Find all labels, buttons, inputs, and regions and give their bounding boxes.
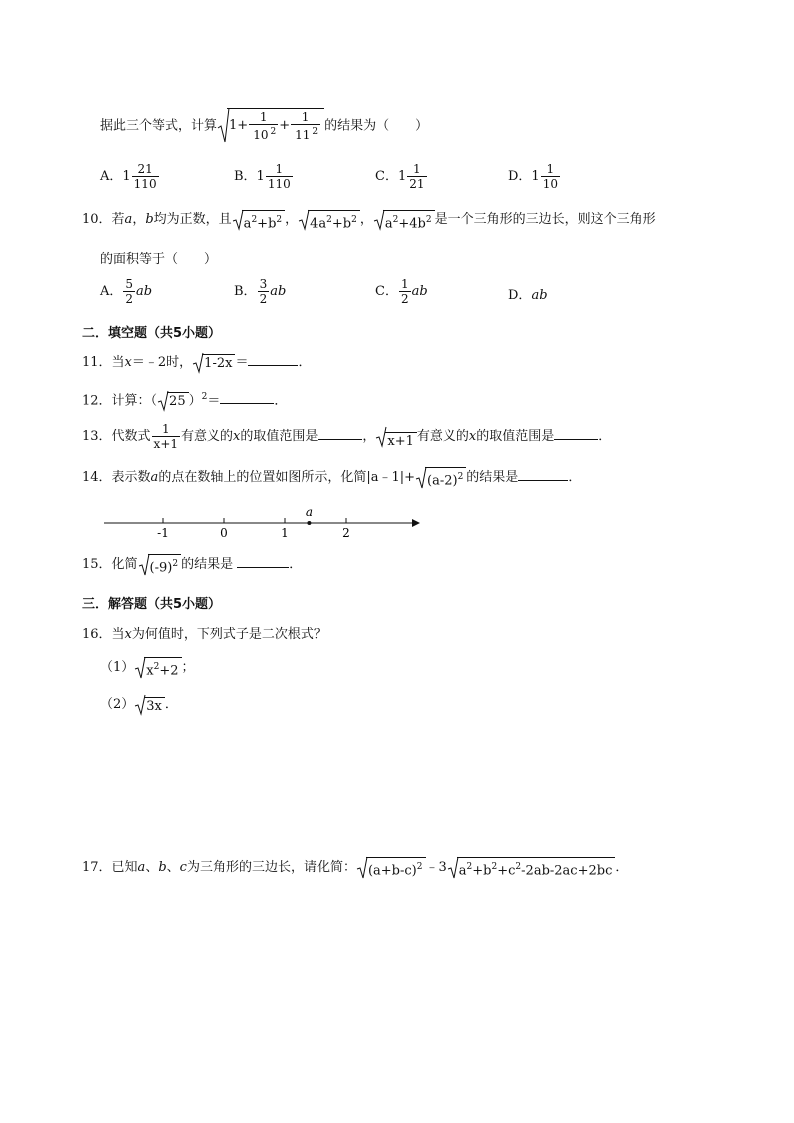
q17-radical-1: $(a+b-c)^2$ (356, 857, 426, 879)
q10-line1: 10．若a，b均为正数，且 $a^2+b^2$ ， $4a^2+b^2$ ， $a^2+4b^2$ 是一个三角形的三边长，则这个三角形 (82, 209, 656, 231)
q17-line: 17．已知a、b、c为三角形的三边长，请化简： $(a+b-c)^2$ ﹣3 $a^2+b^2+c^2-2ab-2ac+2bc$ ． (82, 856, 628, 880)
q13-radical: x+1 (375, 427, 417, 447)
q11-radical: 1-2x (192, 353, 235, 373)
q16-radical-2: 3x (134, 695, 165, 715)
section-3-heading: 三．解答题（共5小题） (82, 597, 222, 612)
q12-answer-blank[interactable] (220, 403, 274, 404)
q15-answer-blank[interactable] (237, 567, 289, 568)
q16-part-2: （2） 3x ． (100, 693, 178, 717)
number-line-arrow (412, 519, 420, 527)
q14-radical: $(a-2)^2$ (415, 467, 466, 489)
q9-line: 据此三个等式，计算 1+ $\frac{1}{10 ^2}$ + $\frac{1}{11 ^2}$ 的结果为（ ） (100, 108, 428, 144)
q10-option-b[interactable]: B． $\frac{3}{2}$ ab (234, 277, 287, 306)
q10-radical-2: $4a^2+b^2$ (298, 210, 360, 230)
q13-answer-blank-1[interactable] (318, 439, 362, 440)
q12-radical: 25 (157, 391, 189, 411)
q16-line: 16．当x为何值时，下列式子是二次根式？ (82, 627, 327, 642)
q14-answer-blank[interactable] (518, 480, 568, 481)
q10-option-c[interactable]: C． $\frac{1}{2}$ ab (375, 277, 428, 306)
q9-option-a[interactable]: A．1 $\frac{21}{110}$ (100, 162, 157, 191)
tick-label: 0 (220, 526, 228, 540)
q12-line: 12．计算：（ 25 ）$^2$＝ ． (82, 392, 288, 409)
tick-label: 2 (342, 526, 350, 540)
q11-line: 11．当x＝﹣2时， 1-2x ＝ ． (82, 352, 311, 374)
q10-option-a[interactable]: A． $\frac{5}{2}$ ab (100, 277, 153, 306)
q10-radical-3: $a^2+4b^2$ (373, 210, 435, 230)
q16-part-1: （1） $x^2+2$ ； (100, 656, 195, 680)
q15-radical: $(-9)^2$ (138, 554, 182, 576)
q9-radical: 1+ $\frac{1}{10 ^2}$ + $\frac{1}{11 ^2}$ (217, 108, 324, 144)
q9-stem: 据此三个等式，计算 (100, 118, 218, 134)
q10-line2: 的面积等于（ ） (100, 252, 218, 267)
q15-line: 15．化简 $(-9)^2$ 的结果是 ． (82, 553, 302, 577)
radical-sign (217, 108, 229, 144)
q14-line: 14．表示数a的点在数轴上的位置如图所示，化简|a﹣1|+ $(a-2)^2$ 的结果是 ． (82, 466, 581, 490)
q11-answer-blank[interactable] (248, 365, 298, 366)
q9-frac1: $\frac{1}{10 ^2}$ (249, 110, 278, 142)
q9-option-c[interactable]: C．1 $\frac{1}{21}$ (375, 162, 425, 191)
q9-option-b[interactable]: B．1 $\frac{1}{110}$ (234, 162, 291, 191)
section-2-heading: 二．填空题（共5小题） (82, 326, 222, 341)
q10-radical-1: $a^2+b^2$ (232, 210, 285, 230)
q9-frac2: $\frac{1}{11 ^2}$ (291, 110, 320, 142)
q13-fraction: $\frac{1}{x+1}$ (153, 422, 179, 451)
number-line (100, 504, 430, 540)
point-a-label: a (305, 505, 313, 519)
q13-line: 13．代数式 $\frac{1}{x+1}$ 有意义的x的取值范围是 ， x+1 有意义的x的取值范围是 ． (82, 422, 612, 451)
q9-option-d[interactable]: D．1 $\frac{1}{10}$ (508, 162, 558, 191)
point-a (307, 521, 311, 525)
q10-option-d[interactable]: D．ab (508, 288, 548, 303)
tick-label: 1 (281, 526, 289, 540)
q13-answer-blank-2[interactable] (554, 439, 598, 440)
q16-radical-1: $x^2+2$ (134, 657, 181, 679)
q17-radical-2: $a^2+b^2+c^2-2ab-2ac+2bc$ (447, 857, 616, 879)
tick-label: -1 (157, 526, 169, 540)
